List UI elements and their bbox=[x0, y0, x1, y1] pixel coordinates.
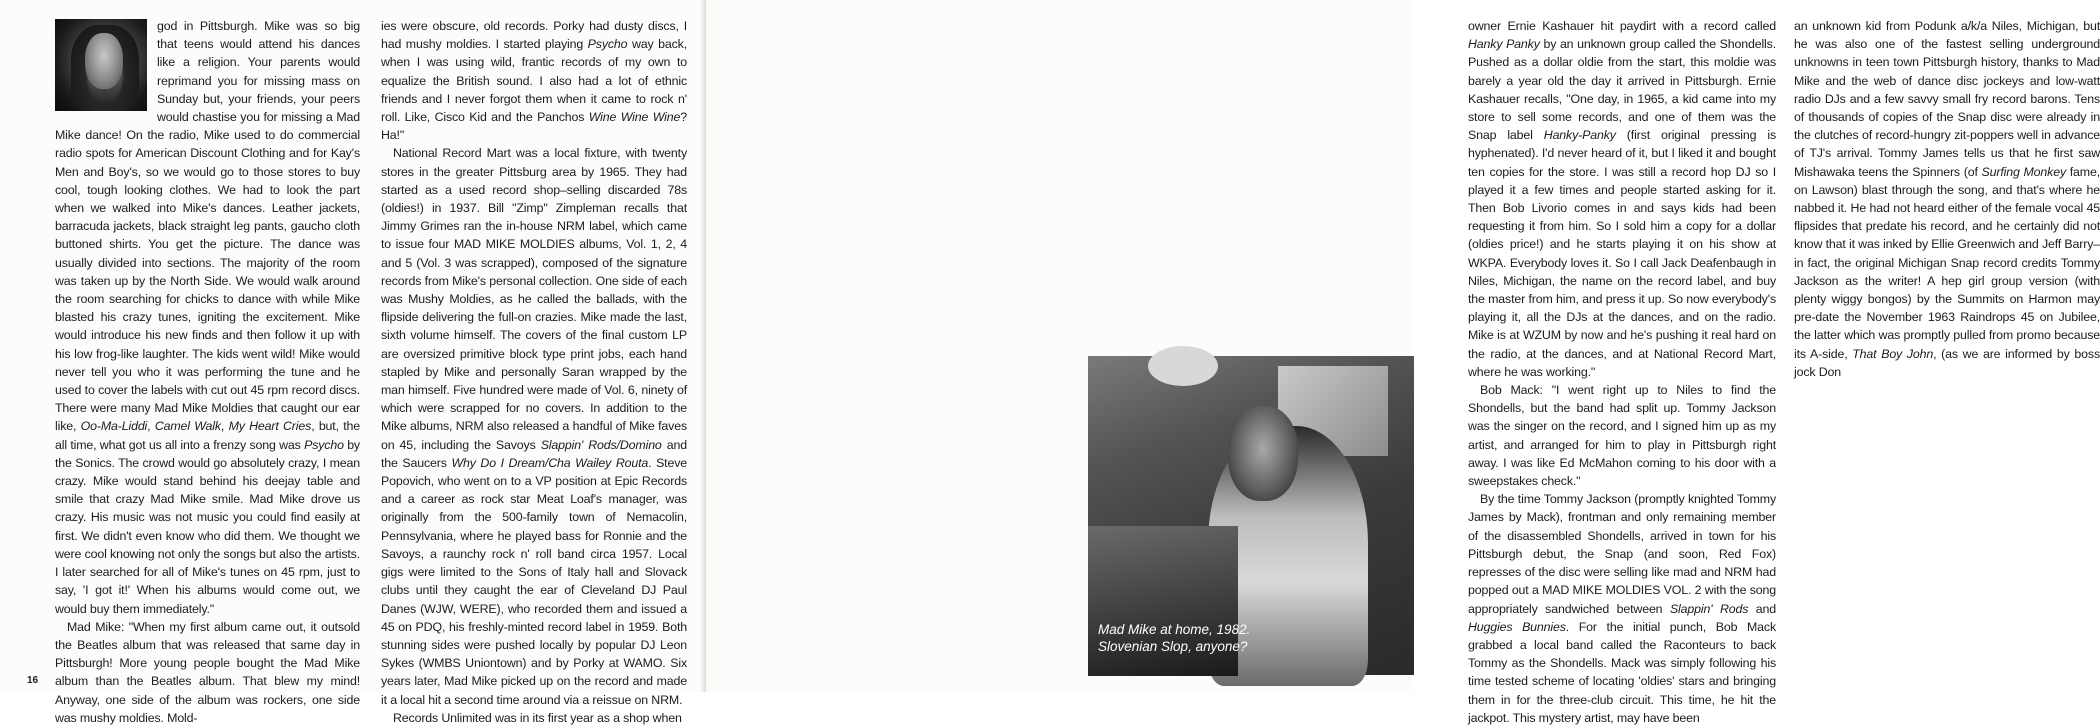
photo-caption-line: Mad Mike at home, 1982. bbox=[1098, 622, 1251, 637]
paragraph: Mad Mike: "When my first album came out, it outsold the Beatles album that was released that same day in Pittsburgh! More young people bought the Mad Mike album than the Beatles album. That blew my mind! Anyway, one side of the album was rockers, one side was mushy moldies. Mold- bbox=[55, 619, 360, 725]
paragraph: owner Ernie Kashauer hit paydirt with a record called Hanky Panky by an unknown group called the Shondells. Pushed as a dollar oldie from the start, this moldie was barely a year old the day it arrived in Pittsburgh. Ernie Kashauer recalls, "One day, in 1965, a kid came into my store to sell some records, and one of them was the Snap label Hanky-Panky (first original pressing is hyphenated). I'd never heard of it, but I liked it and bought ten copies for the store. I was still a record hop DJ so I played it a few times and people started asking for it. Then Bob Livorio comes in and says kids had been requesting it from him. So I sold him a copy for a dollar (oldies price!) and he starts playing it on his show at WKPA. Everybody loves it. So I call Jack Deafenbaugh in Niles, Michigan, the name on the record label, and buy the master from him, and press it up. So now everybody's playing it, all the DJs at the dances, and on the radio. Mike is at WZUM by now and he's pushing it real hard on the radio, at the dances, and at National Record Mart, where he was working." bbox=[1468, 19, 1777, 379]
italic-title: That Boy John bbox=[1852, 346, 1934, 361]
paragraph: god in Pittsburgh. Mike was so big that teens would attend his dances like a religion. Your parents would reprimand you for missing mass on Sunday but, your friends, your peers would chastise you for missing a Mad Mike dance! On the radio, Mike used to do commercial radio spots for American Discount Clothing and for Kay's Men and Boy's, so we would go to those stores to buy cool, tough looking clothes. We had to look the part when we walked into Mike's dances. Leather jackets, barracuda jackets, black straight leg pants, gaucho cloth buttoned shirts. You get the picture. The dance was usually divided into sections. The majority of the room was taken up by the North Side. We would walk around the room searching for chicks to dance with while Mike blasted his crazy tunes, igniting the excitement. Mike would introduce his new finds and then follow it up with his low frog-like laughter. The kids went wild! Mike would never tell you who it was performing the tune and he used to cover the labels with cut out 45 rpm record discs. There were many Mad Mike Moldies that caught our ear like, Oo-Ma-Liddi, Camel Walk, My Heart Cries, but, the all time, what got us all into a frenzy song was Psycho by the Sonics. The crowd would go absolutely crazy, I mean crazy. Mike would stand behind his deejay table and smile that crazy Mad Mike smile. Mad Mike drove us crazy. His music was not music you could find easily at first. We didn't even know who did them. We thought we were cool knowing not only the songs but also the artists. I later searched for all of Mike's tunes on 45 rpm, just to say, 'I got it!' When his albums would come out, we would buy them immediately." bbox=[55, 19, 361, 616]
italic-title: Oo-Ma-Liddi bbox=[80, 419, 148, 434]
paragraph: an unknown kid from Podunk a/k/a Niles, Michigan, but he was also one of the fastest selling underground unknowns in teen town Pittsburgh history, thanks to Mad Mike and the web of dance disc jockeys and low-watt radio DJs and a few savvy small fry record barons. Tens of thousands of copies of the Snap disc were already in the clutches of record-hungry zit-poppers well in advance of TJ's arrival. Tommy James tells us that he first saw Mishawaka teens the Spinners (of Surfing Monkey fame, on Lawson) blast through the song, and that's where he nabbed it. He had not heard either of the female vocal 45 flipsides that predate his record, and he certainly did not know that it was inked by Ellie Greenwich and Jeff Barry–in fact, the original Michigan Snap record credits Tommy Jackson as the writer! A hep girl group version (with plenty wiggy bongos) by the Summits on Harmon may pre-date the November 1963 Raindrops 45 on Jubilee, the latter which was promptly pulled from promo because its A-side, That Boy John, (as we are informed by boss jock Don bbox=[1794, 19, 2100, 379]
mad-mike-at-home-photo bbox=[1088, 356, 1414, 675]
italic-title: Slappin' Rods bbox=[1669, 601, 1749, 616]
italic-title: Huggies Bunnies bbox=[1468, 619, 1566, 634]
mad-mike-portrait-photo bbox=[55, 19, 147, 111]
italic-title: Hanky-Panky bbox=[1543, 128, 1616, 143]
page-number: 16 bbox=[27, 675, 39, 686]
paragraph: ies were obscure, old records. Porky had dusty discs, I had mushy moldies. I started playing Psycho way back, when I was using wild, frantic records of my own to equalize the British sound. I also had a lot of ethnic friends and I never forgot them when it came to rock n' roll. Like, Cisco Kid and the Panchos Wine Wine Wine? Ha!" bbox=[381, 19, 687, 143]
right-page bbox=[706, 0, 2100, 725]
paragraph: National Record Mart was a local fixture, with twenty stores in the greater Pittsburg area by 1965. They had started as a used record shop–selling discarded 78s (oldies!) in 1937. Bill "Zimp" Zimpleman recalls that Jimmy Grimes ran the in-house NRM label, which came to issue four MAD MIKE MOLDIES albums, Vol. 1, 2, 4 and 5 (Vol. 3 was scrapped), composed of the signature records from Mike's personal collection. One side of each was Mushy Moldies, as he called the ballads, with the flipside delivering the full-on crazies. Mike made the last, sixth volume himself. The covers of the final custom LP are oversized primitive block type print jobs, each hand stapled by Mike and personally Saran wrapped by the man himself. Five hundred were made of Vol. 6, ninety of which were scrapped for no covers. In addition to the Mike albums, NRM also released a handful of Mike faves on 45, including the Savoys Slappin' Rods/Domino and the Saucers Why Do I Dream/Cha Wailey Routa. Steve Popovich, who went on to a VP position at Epic Records and a career as rock star Meat Loaf's manager, was originally from the 500-family town of Nemacolin, Pennsylvania, where he played bass for Ronnie and the Savoys, a raunchy rock n' roll band circa 1957. Local gigs were limited to the Sons of Italy hall and Slovack clubs until they caught the ear of Cleveland DJ Paul Danes (WJW, WERE), who recorded them and issued a 45 on PDQ, his freshly-minted record label in 1959. Both stunning sides were pushed locally by popular DJ Leon Sykes (WMBS Uniontown) and by Porky at WAMO. Six years later, Mad Mike picked up on the record and made it a local hit a second time around via a reissue on NRM. bbox=[381, 146, 687, 707]
right-column-2 bbox=[1794, 17, 2100, 381]
italic-title: Camel Walk bbox=[154, 419, 221, 434]
right-column-1 bbox=[1468, 17, 1776, 727]
italic-title: Psycho bbox=[304, 437, 344, 452]
italic-title: My Heart Cries bbox=[228, 419, 312, 434]
photo-head-shape bbox=[1228, 406, 1298, 501]
left-page bbox=[0, 0, 706, 725]
left-column-2 bbox=[381, 17, 687, 727]
photo-caption bbox=[1098, 621, 1250, 655]
portrait-face-shape bbox=[85, 33, 123, 89]
italic-title: Psycho bbox=[587, 37, 628, 52]
paragraph: Bob Mack: "I went right up to Niles to find the Shondells, but the band had split up. Tommy Jackson was the singer on the record, and I signed him up as my artist, and arranged for him to play in Pittsburgh right away. I was like Ed McMahon coming to his door with a sweepstakes check." bbox=[1468, 383, 1776, 489]
italic-title: Hanky Panky bbox=[1468, 37, 1540, 52]
paragraph: By the time Tommy Jackson (promptly knighted Tommy James by Mack), frontman and only remaining member of the disassembled Shondells, arrived in town for his Pittsburgh debut, the Snap (and soon, Red Fox) represses of the disc were selling like mad and NRM had popped out a MAD MIKE MOLDIES VOL. 2 with the song appropriately sandwiched between Slappin' Rods and Huggies Bunnies. For the initial punch, Bob Mack grabbed a local band called the Raconteurs to back Tommy as the Shondells. Mack was simply following his time tested scheme of locating 'oldies' stars and bringing them in for the three-club circuit. This time, he hit the jackpot. This mystery artist, may have been bbox=[1468, 492, 1776, 725]
left-column-1 bbox=[55, 17, 360, 727]
italic-title: Why Do I Dream/Cha Wailey Routa bbox=[451, 455, 649, 470]
photo-lamp-shape bbox=[1148, 346, 1218, 386]
paragraph: Records Unlimited was in its first year as a shop when bbox=[393, 710, 682, 725]
photo-caption-line: Slovenian Slop, anyone? bbox=[1098, 639, 1248, 654]
italic-title: Surfing Monkey bbox=[1981, 164, 2066, 179]
italic-title: Wine Wine Wine bbox=[588, 110, 681, 125]
italic-title: Slappin' Rods/Domino bbox=[540, 437, 662, 452]
